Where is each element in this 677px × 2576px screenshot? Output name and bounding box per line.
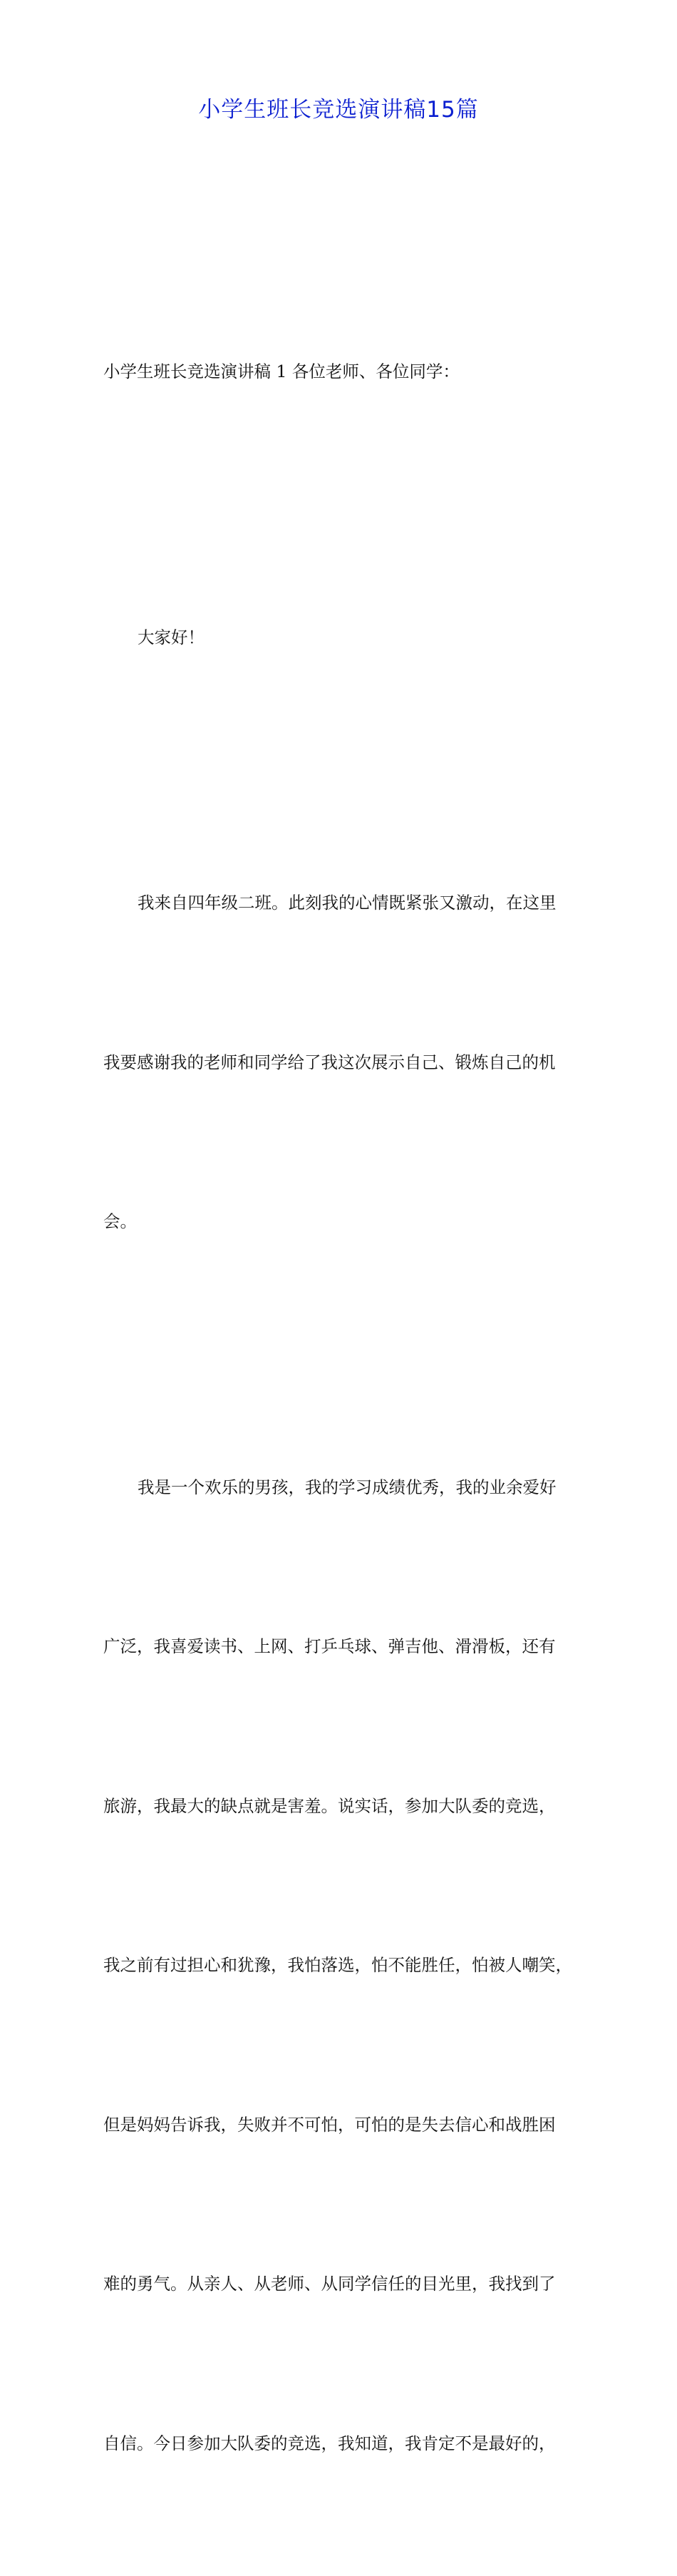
- document-body: [103, 239, 595, 2576]
- paragraph-introduction: [103, 770, 595, 1355]
- text-line: 会。: [103, 1195, 595, 1248]
- text-line: 大家好！: [103, 611, 595, 664]
- text-line: 我之前有过担心和犹豫，我怕落选，怕不能胜任，怕被人嘲笑，: [103, 1939, 595, 1992]
- text-line: 但是妈妈告诉我，失败并不可怕，可怕的是失去信心和战胜困: [103, 2098, 595, 2152]
- text-line: 我要感谢我的老师和同学给了我这次展示自己、锻炼自己的机: [103, 1036, 595, 1089]
- text-line: 小学生班长竞选演讲稿 1 各位老师、各位同学：: [103, 345, 595, 399]
- text-line: 我来自四年级二班。此刻我的心情既紧张又激动，在这里: [103, 876, 595, 930]
- text-line: 难的勇气。从亲人、从老师、从同学信任的目光里，我找到了: [103, 2257, 595, 2311]
- paragraph-self-description: [103, 1355, 595, 2576]
- paragraph-greeting-header: [103, 239, 595, 505]
- text-line: 旅游，我最大的缺点就是害羞。说实话，参加大队委的竞选，: [103, 1780, 595, 1833]
- document-title: 小学生班长竞选演讲稿15篇: [0, 91, 677, 128]
- text-line: 广泛，我喜爱读书、上网、打乒乓球、弹吉他、滑滑板，还有: [103, 1620, 595, 1673]
- text-line: 我是一个欢乐的男孩，我的学习成绩优秀，我的业余爱好: [103, 1461, 595, 1514]
- paragraph-hello: [103, 505, 595, 771]
- document-page: [0, 0, 677, 958]
- text-line: 自信。今日参加大队委的竞选，我知道，我肯定不是最好的，: [103, 2417, 595, 2470]
